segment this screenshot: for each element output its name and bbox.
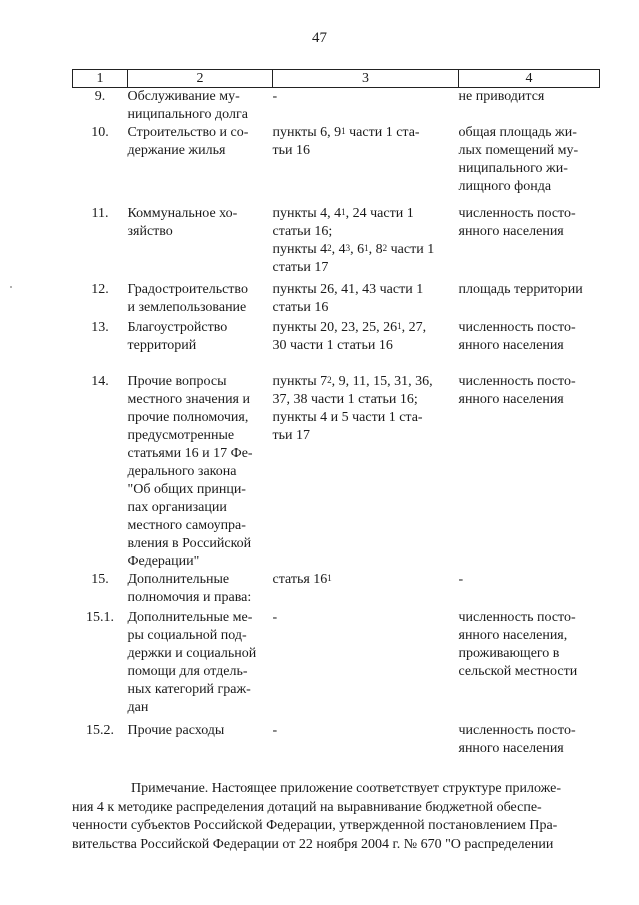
law-reference-line: пункты 6, $9^1$ части 1 ста-: [272, 125, 420, 140]
expense-name-line: "Об общих принци-: [127, 482, 246, 497]
expense-name-line: местного значения и: [127, 392, 250, 407]
row-number: 9.: [94, 89, 106, 104]
table-row: [73, 281, 600, 319]
superscript: 2: [382, 243, 388, 253]
row-number: 14.: [91, 374, 109, 389]
indicator-line: янного населения: [458, 741, 564, 756]
expense-name-line: ры социальной под-: [127, 628, 247, 643]
expense-name-line: Градостроительство: [127, 282, 248, 297]
indicator-line: общая площадь жи-: [458, 125, 577, 140]
row-number: 11.: [91, 206, 109, 221]
law-reference-line: 30 части 1 статьи 16: [272, 338, 393, 353]
footnote-line: Примечание. Настоящее приложение соответствует структуре приложе-: [131, 781, 562, 796]
expense-name-line: ниципального долга: [127, 107, 248, 122]
expense-name-line: и землепользование: [127, 300, 247, 315]
expense-name-line: территорий: [127, 338, 197, 353]
law-reference-line: пункты $4^2$, $4^3$, $6^1$, $8^2$ части 1: [272, 242, 435, 257]
law-reference-line: пункты 4, $4^1$, 24 части 1: [272, 206, 414, 221]
indicator-line: лищного фонда: [458, 179, 552, 194]
law-reference-line: статьи 17: [272, 260, 329, 275]
table-row: [73, 571, 600, 609]
table-row: [73, 609, 600, 722]
law-reference-line: статьи 16: [272, 300, 329, 315]
page-number: 47: [312, 30, 327, 46]
table-row: [73, 319, 600, 373]
row-number: 13.: [91, 320, 109, 335]
indicator-line: -: [458, 572, 464, 587]
law-reference-line: тьи 17: [272, 428, 310, 443]
indicator-line: сельской местности: [458, 664, 578, 679]
law-reference-line: статьи 16;: [272, 224, 333, 239]
expense-name-line: держки и социальной: [127, 646, 257, 661]
expense-name-line: зяйство: [127, 224, 173, 239]
footnote-line: вительства Российской Федерации от 22 ноября 2004 г. № 670 "О распределении: [72, 836, 554, 852]
footnote-paragraph: [72, 780, 599, 854]
budget-structure-table: [72, 69, 600, 762]
law-reference-line: 37, 38 части 1 статьи 16;: [272, 392, 418, 407]
superscript: 3: [345, 243, 351, 253]
indicator-line: ниципального жи-: [458, 161, 568, 176]
expense-name-line: дерального закона: [127, 464, 237, 479]
indicator-line: лых помещений му-: [458, 143, 579, 158]
table-row: [73, 124, 600, 205]
indicator-line: численность посто-: [458, 206, 576, 221]
superscript: 2: [327, 243, 332, 253]
expense-name-line: пах организации: [127, 500, 227, 515]
expense-name-line: Прочие вопросы: [127, 374, 227, 389]
footnote-line: ния 4 к методике распределения дотаций на выравнивание бюджетной обеспе-: [72, 799, 542, 815]
superscript: 1: [364, 243, 369, 253]
expense-name-line: ных категорий граж-: [127, 682, 251, 697]
table-header-row: [73, 70, 600, 88]
indicator-line: янного населения: [458, 224, 564, 239]
column-header: 3: [273, 70, 459, 88]
row-number: 15.: [91, 572, 109, 587]
indicator-line: янного населения: [458, 338, 564, 353]
law-reference-line: пункты 26, 41, 43 части 1: [272, 282, 424, 297]
expense-name-line: предусмотренные: [127, 428, 235, 443]
expense-name-line: держание жилья: [127, 143, 226, 158]
expense-name-line: Строительство и со-: [127, 125, 249, 140]
scan-speck: [10, 286, 12, 288]
superscript: 1: [341, 207, 346, 217]
row-number: 12.: [91, 282, 109, 297]
row-number: 15.1.: [86, 610, 114, 625]
table-row: [73, 205, 600, 281]
indicator-line: численность посто-: [458, 723, 576, 738]
law-reference-line: -: [272, 610, 278, 625]
expense-name-line: Прочие расходы: [127, 723, 225, 738]
indicator-line: янного населения,: [458, 628, 568, 643]
expense-name-line: статьями 16 и 17 Фе-: [127, 446, 253, 461]
law-reference-line: -: [272, 89, 278, 104]
indicator-line: численность посто-: [458, 320, 576, 335]
table-row: [73, 722, 600, 762]
law-reference-line: пункты 4 и 5 части 1 ста-: [272, 410, 423, 425]
superscript: 1: [327, 573, 332, 583]
indicator-line: не приводится: [458, 89, 545, 104]
superscript: 2: [327, 375, 332, 385]
superscript: 1: [341, 126, 346, 136]
law-reference-line: тьи 16: [272, 143, 310, 158]
expense-name-line: местного самоупра-: [127, 518, 246, 533]
expense-name-line: Дополнительные: [127, 572, 230, 587]
expense-name-line: Дополнительные ме-: [127, 610, 253, 625]
expense-name-line: прочие полномочия,: [127, 410, 249, 425]
column-header: 2: [128, 70, 273, 88]
superscript: 1: [397, 321, 402, 331]
indicator-line: площадь территории: [458, 282, 583, 297]
row-number: 15.2.: [86, 723, 114, 738]
law-reference-line: пункты 20, 23, 25, $26^1$, 27,: [272, 320, 427, 335]
law-reference-line: -: [272, 723, 278, 738]
expense-name-line: полномочия и права:: [127, 590, 252, 605]
column-header: 4: [459, 70, 600, 88]
expense-name-line: дан: [127, 700, 149, 715]
expense-name-line: Федерации": [127, 554, 200, 569]
indicator-line: проживающего в: [458, 646, 560, 661]
expense-name-line: Обслуживание му-: [127, 89, 240, 104]
expense-name-line: Благоустройство: [127, 320, 228, 335]
expense-name-line: вления в Российской: [127, 536, 252, 551]
indicator-line: численность посто-: [458, 610, 576, 625]
expense-name-line: помощи для отдель-: [127, 664, 248, 679]
table-row: [73, 373, 600, 571]
law-reference-line: пункты $7^2$, 9, 11, 15, 31, 36,: [272, 374, 433, 389]
expense-name-line: Коммунальное хо-: [127, 206, 238, 221]
indicator-line: янного населения: [458, 392, 564, 407]
table-row: [73, 88, 600, 125]
column-header: 1: [73, 70, 128, 88]
law-reference-line: статья $16^1$: [272, 572, 332, 587]
footnote-line: ченности субъектов Российской Федерации, утвержденной постановлением Пра-: [72, 818, 558, 833]
row-number: 10.: [91, 125, 109, 140]
indicator-line: численность посто-: [458, 374, 576, 389]
